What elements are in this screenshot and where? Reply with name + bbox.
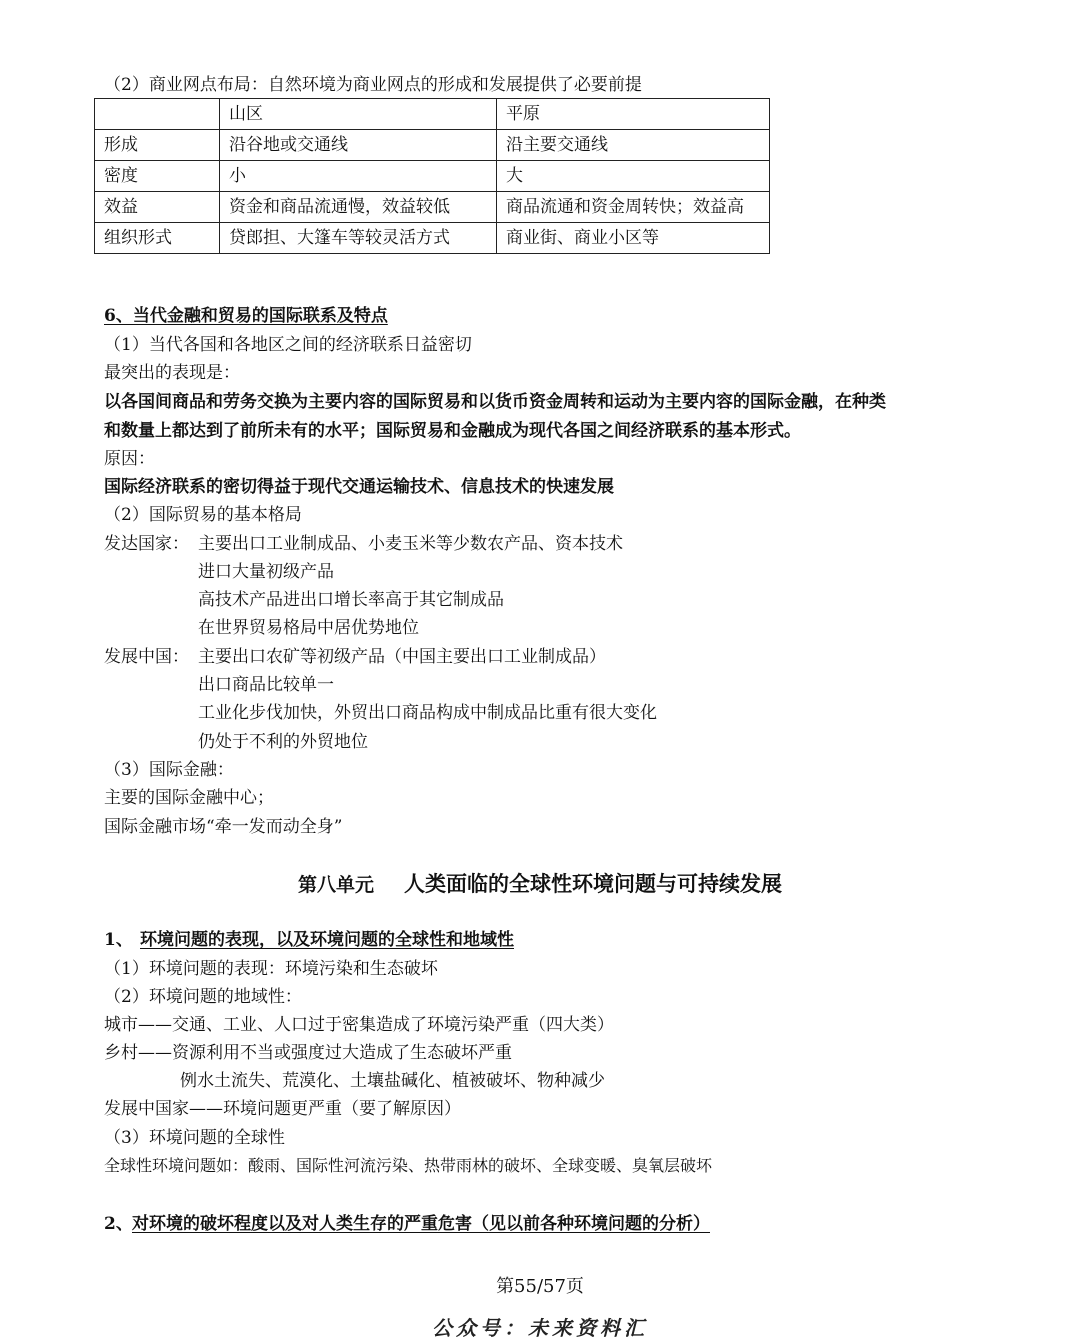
unit-label: 第八单元	[297, 874, 374, 896]
unit-8-title	[0, 868, 1080, 898]
global-issues-line: 全球性环境问题如：酸雨、国际性河流污染、热带雨林的破坏、全球变暖、臭氧层破坏	[104, 1156, 713, 1175]
table-row	[95, 192, 770, 223]
subsection-heading: （3）环境问题的全球性	[104, 1128, 285, 1148]
table-cell: 小	[220, 161, 497, 192]
list-item: 进口大量初级产品	[198, 562, 334, 582]
subsection-heading: （3）国际金融：	[104, 760, 234, 780]
developing-country-line: 发展中国家——环境问题更严重（要了解原因）	[104, 1099, 461, 1119]
subsection-heading: （2）环境问题的地域性：	[104, 987, 302, 1007]
table-cell: 资金和商品流通慢，效益较低	[220, 192, 497, 223]
developed-label: 发达国家：	[104, 534, 189, 554]
developing-label: 发展中国：	[104, 647, 189, 667]
list-item: 高技术产品进出口增长率高于其它制成品	[198, 590, 504, 610]
table-header-cell	[95, 99, 220, 130]
table-row	[95, 223, 770, 254]
finance-market: 国际金融市场“牵一发而动全身”	[104, 817, 343, 837]
env-section-1-heading: 环境问题的表现，以及环境问题的全球性和地域性	[140, 930, 514, 950]
finance-centers: 主要的国际金融中心；	[104, 788, 274, 808]
city-line: 城市——交通、工业、人口过于密集造成了环境污染严重（四大类）	[104, 1015, 614, 1035]
list-item: 出口商品比较单一	[198, 675, 334, 695]
rural-example: 例水土流失、荒漠化、土壤盐碱化、植被破坏、物种减少	[180, 1071, 605, 1091]
table-row	[95, 161, 770, 192]
bold-statement-line-1: 以各国间商品和劳务交换为主要内容的国际贸易和以货币资金周转和运动为主要内容的国际金融，在种类	[104, 392, 886, 412]
table-cell: 商业街、商业小区等	[497, 223, 770, 254]
table-header-row	[95, 99, 770, 130]
env-section-1-number: 1、	[104, 930, 133, 950]
table-cell: 效益	[95, 192, 220, 223]
table-header-cell: 平原	[497, 99, 770, 130]
commercial-network-table	[94, 98, 770, 254]
table-cell: 贷郎担、大篷车等较灵活方式	[220, 223, 497, 254]
subsection-heading: （1）当代各国和各地区之间的经济联系日益密切	[104, 335, 472, 355]
bold-reason: 国际经济联系的密切得益于现代交通运输技术、信息技术的快速发展	[104, 477, 614, 497]
bold-statement-line-2: 和数量上都达到了前所未有的水平；国际贸易和金融成为现代各国之间经济联系的基本形式。	[104, 421, 801, 441]
list-item: 主要出口工业制成品、小麦玉米等少数农产品、资本技术	[198, 534, 623, 554]
subsection-heading: （2）国际贸易的基本格局	[104, 505, 302, 525]
env-section-2-number: 2、	[104, 1214, 133, 1234]
footer-watermark: 公众号：未来资料汇	[432, 1316, 648, 1340]
table-cell: 组织形式	[95, 223, 220, 254]
table-cell: 密度	[95, 161, 220, 192]
subsection-commercial-layout: （2）商业网点布局：自然环境为商业网点的形成和发展提供了必要前提	[104, 75, 642, 95]
label-most-prominent: 最突出的表现是：	[104, 363, 240, 383]
list-item: 工业化步伐加快，外贸出口商品构成中制成品比重有很大变化	[198, 703, 657, 723]
table-cell: 形成	[95, 130, 220, 161]
env-section-2-heading: 对环境的破坏程度以及对人类生存的严重危害（见以前各种环境问题的分析）	[132, 1214, 710, 1234]
unit-heading: 人类面临的全球性环境问题与可持续发展	[404, 871, 782, 896]
list-item: 仍处于不利的外贸地位	[198, 732, 368, 752]
subsection-heading: （1）环境问题的表现：环境污染和生态破坏	[104, 959, 438, 979]
table-cell: 大	[497, 161, 770, 192]
table-row	[95, 130, 770, 161]
section-6-heading: 6、当代金融和贸易的国际联系及特点	[104, 306, 388, 326]
label-reason: 原因：	[104, 449, 155, 469]
rural-line: 乡村——资源利用不当或强度过大造成了生态破坏严重	[104, 1043, 512, 1063]
table-header-cell: 山区	[220, 99, 497, 130]
table-cell: 沿主要交通线	[497, 130, 770, 161]
page-number: 第55/57页	[496, 1276, 584, 1297]
table-cell: 商品流通和资金周转快；效益高	[497, 192, 770, 223]
table-cell: 沿谷地或交通线	[220, 130, 497, 161]
list-item: 在世界贸易格局中居优势地位	[198, 618, 419, 638]
list-item: 主要出口农矿等初级产品（中国主要出口工业制成品）	[198, 647, 606, 667]
